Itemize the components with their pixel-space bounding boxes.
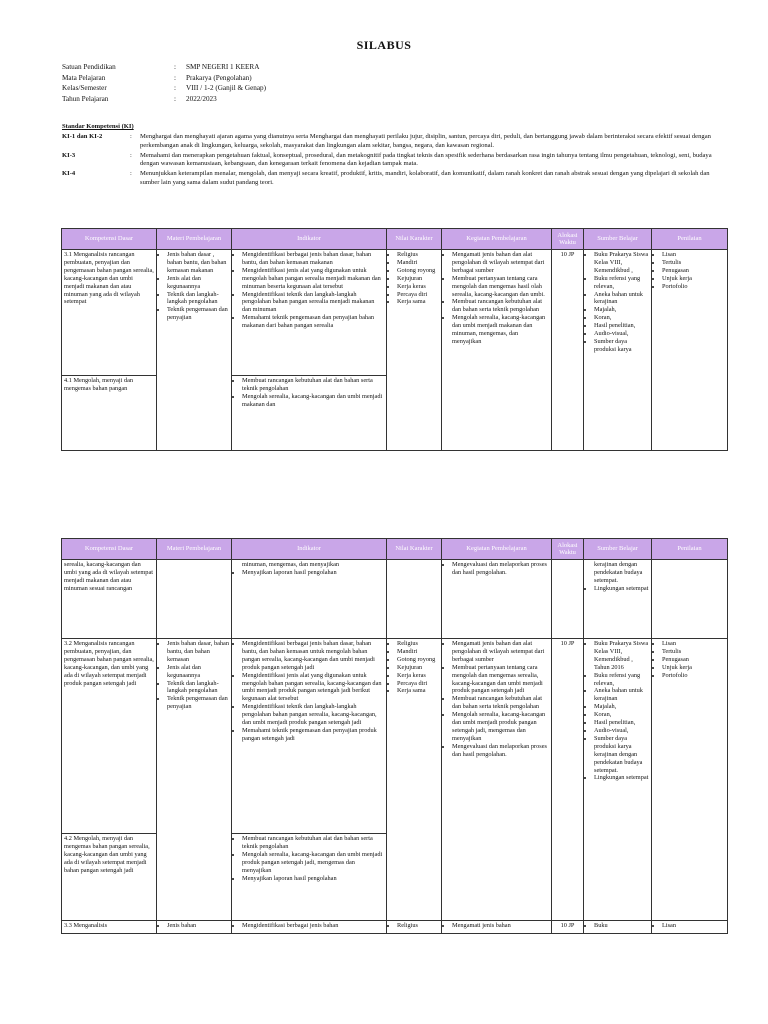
list-item: • Mengidentifikasi berbagai jenis bahan dasar, bahan bantu, dan bahan kemasan untuk mengolah bahan pangan serealia, kacang-kacangan dan umbi menjadi produk pangan setengah jadi <box>242 640 384 672</box>
list-item: • Lisan <box>662 251 725 259</box>
ki-row: KI-3 : Memahami dan menerapkan pengetahuan faktual, konseptual, prosedural, dan metakognitif pada tingkat teknis dan spesifik sederhana berdasarkan rasa ingin tahunya tentang ilmu pengetahuan, teknologi, seni, budaya dengan wawasan kemanusiaan, kebangsaan, dan kenegaraan terkait fenomena dan kejadian tampak mata. <box>62 151 712 168</box>
list-item: • Mengidentifikasi teknik dan langkah-langkah pengolahan bahan pangan serealia, kacang-kacangan, dan umbi menjadi produk pangan setengah jadi <box>242 703 384 727</box>
list-item: • Teknik pengemasan dan penyajian <box>167 306 229 322</box>
alokasi-cell: 10 JP <box>552 250 584 451</box>
header-kompetensi: Kompetensi Dasar <box>62 539 157 560</box>
alokasi-cell: 10 JP <box>552 921 584 934</box>
list-item: • Tertulis <box>662 648 725 656</box>
list-item: • Jenis bahan <box>167 922 229 930</box>
list-item: • Membuat rancangan kebutuhan alat dan bahan serta teknik pengolahan <box>452 695 549 711</box>
list-item: • Religius <box>397 640 439 648</box>
ki-label: KI-4 <box>62 170 76 178</box>
list-item: • Percaya diri <box>397 291 439 299</box>
list-item: • Membuat rancangan kebutuhan alat dan bahan serta teknik pengolahan <box>242 835 384 851</box>
ki-label: KI-3 <box>62 151 76 159</box>
list-item: • Mengidentifikasi berbagai jenis bahan <box>242 922 384 930</box>
header-indikator: Indikator <box>232 539 387 560</box>
list-item: • Kerja sama <box>397 687 439 695</box>
list-item: • Lingkungan setempat <box>594 774 649 782</box>
kd-cell: serealia, kacang-kacangan dan umbi yang ada di wilayah setempat menjadi makanan dan atau minuman sesuai rancangan <box>62 560 157 639</box>
list-item: • Lisan <box>662 640 725 648</box>
penilaian-cell <box>652 639 728 921</box>
info-block <box>62 62 266 104</box>
indikator-cell <box>232 639 387 834</box>
table-row <box>62 250 728 376</box>
list-item: • Kerja sama <box>397 298 439 306</box>
penilaian-cell <box>652 921 728 934</box>
list-item: • Mandiri <box>397 259 439 267</box>
list-item: • Mandiri <box>397 648 439 656</box>
list-item: • Unjuk kerja <box>662 664 725 672</box>
list-item: • Hasil penelitian, <box>594 322 649 330</box>
header-kompetensi: Kompetensi Dasar <box>62 229 157 250</box>
list-item: • Sumber daya produksi karya kerajinan dengan pendekatan budaya setempat. <box>594 735 649 775</box>
list-item: • Membuat rancangan kebutuhan alat dan bahan serta teknik pengolahan <box>452 298 549 314</box>
kegiatan-cell <box>442 639 552 921</box>
indikator-cell <box>232 834 387 921</box>
list-item: • Membuat rancangan kebutuhan alat dan bahan serta teknik pengolahan <box>242 377 384 393</box>
list-item: • Lingkungan setempat <box>594 585 649 593</box>
info-value: 2022/2023 <box>186 94 217 103</box>
header-alokasi: Alokasi Waktu <box>552 539 584 560</box>
nilai-cell <box>387 639 442 921</box>
list-item: • Mengidentifikasi berbagai jenis bahan dasar, bahan bantu, dan bahan kemasan makanan <box>242 251 384 267</box>
list-item: • Aneka bahan untuk kerajinan <box>594 291 649 307</box>
kd-cell: 4.2 Mengolah, menyaji dan mengemas bahan pangan serealia, kacang-kacangan dan umbi yang ada di wilayah setempat menjadi bahan pangan setengah jadi <box>62 834 157 921</box>
info-value: VIII / 1-2 (Ganjil & Genap) <box>186 84 267 92</box>
list-item: • Buku refensi yang relevan, <box>594 275 649 291</box>
list-item: • Mengidentifikasi jenis alat yang digunakan untuk mengolah bahan pangan serealia menjadi makanan dan minuman beserta kegunaan alat tersebut <box>242 267 384 291</box>
ki-text: Menghargai dan menghayati ajaran agama yang dianutnya serta Menghargai dan menghayati perilaku jujur, disiplin, santun, percaya diri, peduli, dan bertanggung jawab dalam berinteraksi secara efektif sesuai dengan perkembangan anak di lingkungan, keluarga, sekolah, masyarakat dan lingkungan alam sekitar, bangsa, negara, dan kawasan regional. <box>140 133 711 149</box>
kd-cell: 3.2 Menganalisis rancangan pembuatan, penyajian, dan pengemasan bahan pangan serealia, kacang-kacangan, dan umbi yang ada di wilayah setempat menjadi produk pangan setengah jadi <box>62 639 157 834</box>
list-item: • Kerja keras <box>397 283 439 291</box>
list-item: kerajinan dengan pendekatan budaya setempat. <box>594 561 643 584</box>
sumber-cell <box>584 560 652 639</box>
sumber-cell <box>584 639 652 921</box>
syllabus-table-2 <box>61 538 728 934</box>
info-row: Tahun Pelajaran : 2022/2023 <box>62 94 217 103</box>
list-item: • Koran, <box>594 711 649 719</box>
list-item: • Aneka bahan untuk kerajinan <box>594 687 649 703</box>
list-item: • Jenis bahan dasar, bahan bantu, dan bahan kemasan <box>167 640 229 664</box>
alokasi-cell <box>552 560 584 639</box>
list-item: • Penugasan <box>662 656 725 664</box>
header-alokasi: Alokasi Waktu <box>552 229 584 250</box>
list-item: • Religius <box>397 922 439 930</box>
list-item: • Memahami teknik pengemasan dan penyajian produk pangan setengah jadi <box>242 727 384 743</box>
list-item: • Membuat pertanyaan tentang cara mengolah dan mengemas hasil olah serealia, kacang-kacangan dan umbi. <box>452 275 549 299</box>
materi-cell <box>157 921 232 934</box>
materi-cell <box>157 250 232 451</box>
materi-cell <box>157 560 232 639</box>
list-item: minuman, mengemas, dan menyajikan <box>242 561 340 568</box>
header-sumber: Sumber Belajar <box>584 539 652 560</box>
header-materi: Materi Pembelajaran <box>157 539 232 560</box>
list-item: • Unjuk kerja <box>662 275 725 283</box>
syllabus-table-1 <box>61 228 728 451</box>
ki-text: Memahami dan menerapkan pengetahuan faktual, konseptual, prosedural, dan metakognitif pada tingkat teknis dan spesifik sederhana berdasarkan rasa ingin tahunya tentang ilmu pengetahuan, teknologi, seni, budaya dengan wawasan kemanusiaan, kebangsaan, dan kenegaraan terkait fenomena dan kejadian tampak mata. <box>140 151 712 168</box>
nilai-cell <box>387 921 442 934</box>
list-item: • Mengolah serealia, kacang-kacangan dan umbi menjadi produk pangan setengah jadi, mengemas dan menyajikan <box>242 851 384 875</box>
list-item: • Buku refensi yang relevan, <box>594 672 649 688</box>
materi-cell <box>157 639 232 921</box>
ki-text: Menunjukkan keterampilan menalar, mengolah, dan menyaji secara kreatif, produktif, kritis, mandiri, kolaboratif, dan komunikatif, dalam ranah konkret dan ranah abstrak sesuai dengan yang dipelajari di sekolah dan sumber lain yang sama dalam sudut pandang teori. <box>140 170 710 186</box>
list-item: • Jenis bahan dasar , bahan bantu, dan bahan kemasan makanan <box>167 251 229 275</box>
list-item: • Koran, <box>594 314 649 322</box>
info-label: Mata Pelajaran <box>62 73 106 82</box>
list-item: • Mengamati jenis bahan dan alat pengolahan di wilayah setempat dari berbagai sumber <box>452 640 549 664</box>
info-label: Satuan Pendidikan <box>62 63 116 71</box>
list-item: • Teknik pengemasan dan penyajian <box>167 695 229 711</box>
nilai-cell <box>387 560 442 639</box>
info-value: Prakarya (Pengolahan) <box>186 73 252 82</box>
list-item: • Buku Prakarya Siswa Kelas VIII, Kemendikbud , <box>594 251 649 275</box>
kegiatan-cell <box>442 560 552 639</box>
penilaian-cell <box>652 560 728 639</box>
list-item: • Majalah, <box>594 703 649 711</box>
list-item: • Mengamati jenis bahan <box>452 922 549 930</box>
list-item: • Kerja keras <box>397 672 439 680</box>
list-item: • Mengolah serealia, kacang-kacangan dan umbi menjadi makanan dan <box>242 393 384 409</box>
list-item: • Hasil penelitian, <box>594 719 649 727</box>
ki-section <box>62 123 712 189</box>
header-nilai: Nilai Karakter <box>387 229 442 250</box>
info-row: Satuan Pendidikan : SMP NEGERI 1 KEERA <box>62 63 260 71</box>
list-item: • Audio-visual, <box>594 727 649 735</box>
list-item: • Percaya diri <box>397 680 439 688</box>
info-label: Kelas/Semester <box>62 84 107 92</box>
document-title: SILABUS <box>356 38 412 52</box>
kd-cell: 3.1 Menganalisis rancangan pembuatan, penyajian dan pengemasan bahan pangan serealia, kacang-kacangan dan umbi menjadi makanan dan atau minuman yang ada di wilayah setempat <box>62 250 157 376</box>
list-item: • Kejujuran <box>397 664 439 672</box>
list-item: • Mengidentifikasi jenis alat yang digunakan untuk mengolah bahan pangan serealia, kacang-kacangan dan umbi menjadi produk pangan setengah jadi berikut kegunaan alat tersebut <box>242 672 384 704</box>
header-kegiatan: Kegiatan Pembelajaran <box>442 539 552 560</box>
list-item: • Kejujuran <box>397 275 439 283</box>
list-item: • Jenis alat dan kegunaannya <box>167 275 229 291</box>
table-row <box>62 560 728 639</box>
ki-heading: Standar Kompetensi (KI) <box>62 123 134 130</box>
header-indikator: Indikator <box>232 229 387 250</box>
sumber-cell <box>584 250 652 451</box>
header-sumber: Sumber Belajar <box>584 229 652 250</box>
penilaian-cell <box>652 250 728 451</box>
kegiatan-cell <box>442 921 552 934</box>
list-item: • Religius <box>397 251 439 259</box>
table-header-row <box>62 229 728 250</box>
info-row: Kelas/Semester : VIII / 1-2 (Ganjil & Genap) <box>62 84 267 92</box>
table-row <box>62 921 728 934</box>
list-item: • Majalah, <box>594 306 649 314</box>
list-item: • Mengolah serealia, kacang-kacangan dan umbi menjadi makanan dan minuman, mengemas, dan menyajikan <box>452 314 549 346</box>
list-item: • Jenis alat dan kegunaannya <box>167 664 229 680</box>
ki-label: KI-1 dan KI-2 <box>62 133 103 141</box>
list-item: • Buku Prakarya Siswa Kelas VIII, Kemendikbud , Tahun 2016 <box>594 640 649 672</box>
ki-row: KI-1 dan KI-2 : Menghargai dan menghayati ajaran agama yang dianutnya serta Menghargai dan menghayati perilaku jujur, disiplin, santun, percaya diri, peduli, dan bertanggung jawab dalam berinteraksi secara efektif sesuai dengan perkembangan anak di lingkungan, keluarga, sekolah, masyarakat dan lingkungan alam sekitar, bangsa, negara, dan kawasan regional. <box>62 133 711 149</box>
list-item: • Buku <box>594 922 649 930</box>
list-item: • Mengevaluasi dan melaporkan proses dan hasil pengolahan. <box>452 743 549 759</box>
ki-row: KI-4 : Menunjukkan keterampilan menalar, mengolah, dan menyaji secara kreatif, produktif, kritis, mandiri, kolaboratif, dan komunikatif, dalam ranah konkret dan ranah abstrak sesuai dengan yang dipelajari di sekolah dan sumber lain yang sama dalam sudut pandang teori. <box>62 170 712 187</box>
list-item: • Audio-visual, <box>594 330 649 338</box>
list-item: • Tertulis <box>662 259 725 267</box>
list-item: • Membuat pertanyaan tentang cara mengolah dan mengemas serealia, kacang-kacangan dan umbi menjadi produk pangan setengah jadi <box>452 664 549 696</box>
info-label: Tahun Pelajaran <box>62 94 109 103</box>
indikator-cell <box>232 250 387 376</box>
list-item: • Gotong royong <box>397 656 439 664</box>
kd-cell: 4.1 Mengolah, menyaji dan mengemas bahan pangan <box>62 376 157 451</box>
list-item: • Mengevaluasi dan melaporkan proses dan hasil pengolahan. <box>452 561 549 577</box>
list-item: • Teknik dan langkah-langkah pengolahan <box>167 291 229 307</box>
header-penilaian: Penilaian <box>652 539 728 560</box>
list-item: • Mengolah serealia, kacang-kacangan dan umbi menjadi produk pangan setengah jadi, mengemas dan menyajikan <box>452 711 549 743</box>
list-item: • Portofolio <box>662 672 725 680</box>
list-item: • Menyajikan laporan hasil pengolahan <box>242 569 384 577</box>
list-item: • Menyajikan laporan hasil pengolahan <box>242 875 384 883</box>
info-row: Mata Pelajaran : Prakarya (Pengolahan) <box>62 73 252 82</box>
list-item: • Mengamati jenis bahan dan alat pengolahan di wilayah setempat dari berbagai sumber <box>452 251 549 275</box>
info-value: SMP NEGERI 1 KEERA <box>186 63 260 71</box>
indikator-cell <box>232 921 387 934</box>
sumber-cell <box>584 921 652 934</box>
list-item: • Lisan <box>662 922 725 930</box>
list-item: • Penugasan <box>662 267 725 275</box>
indikator-cell <box>232 376 387 451</box>
table-row <box>62 639 728 834</box>
kegiatan-cell <box>442 250 552 451</box>
header-kegiatan: Kegiatan Pembelajaran <box>442 229 552 250</box>
nilai-cell <box>387 250 442 451</box>
list-item: • Gotong royong <box>397 267 439 275</box>
header-materi: Materi Pembelajaran <box>157 229 232 250</box>
list-item: • Teknik dan langkah-langkah pengolahan <box>167 680 229 696</box>
table-header-row <box>62 539 728 560</box>
list-item: • Sumber daya produksi karya <box>594 338 649 354</box>
indikator-cell <box>232 560 387 639</box>
list-item: • Memahami teknik pengemasan dan penyajian bahan makanan dari bahan pangan serealia <box>242 314 384 330</box>
header-nilai: Nilai Karakter <box>387 539 442 560</box>
header-penilaian: Penilaian <box>652 229 728 250</box>
alokasi-cell: 10 JP <box>552 639 584 921</box>
kd-cell: 3.3 Menganalisis <box>62 921 157 934</box>
list-item: • Portofolio <box>662 283 725 291</box>
list-item: • Mengidentifikasi teknik dan langkah-langkah pengolahan bahan pangan serealia menjadi makanan dan minuman <box>242 291 384 315</box>
